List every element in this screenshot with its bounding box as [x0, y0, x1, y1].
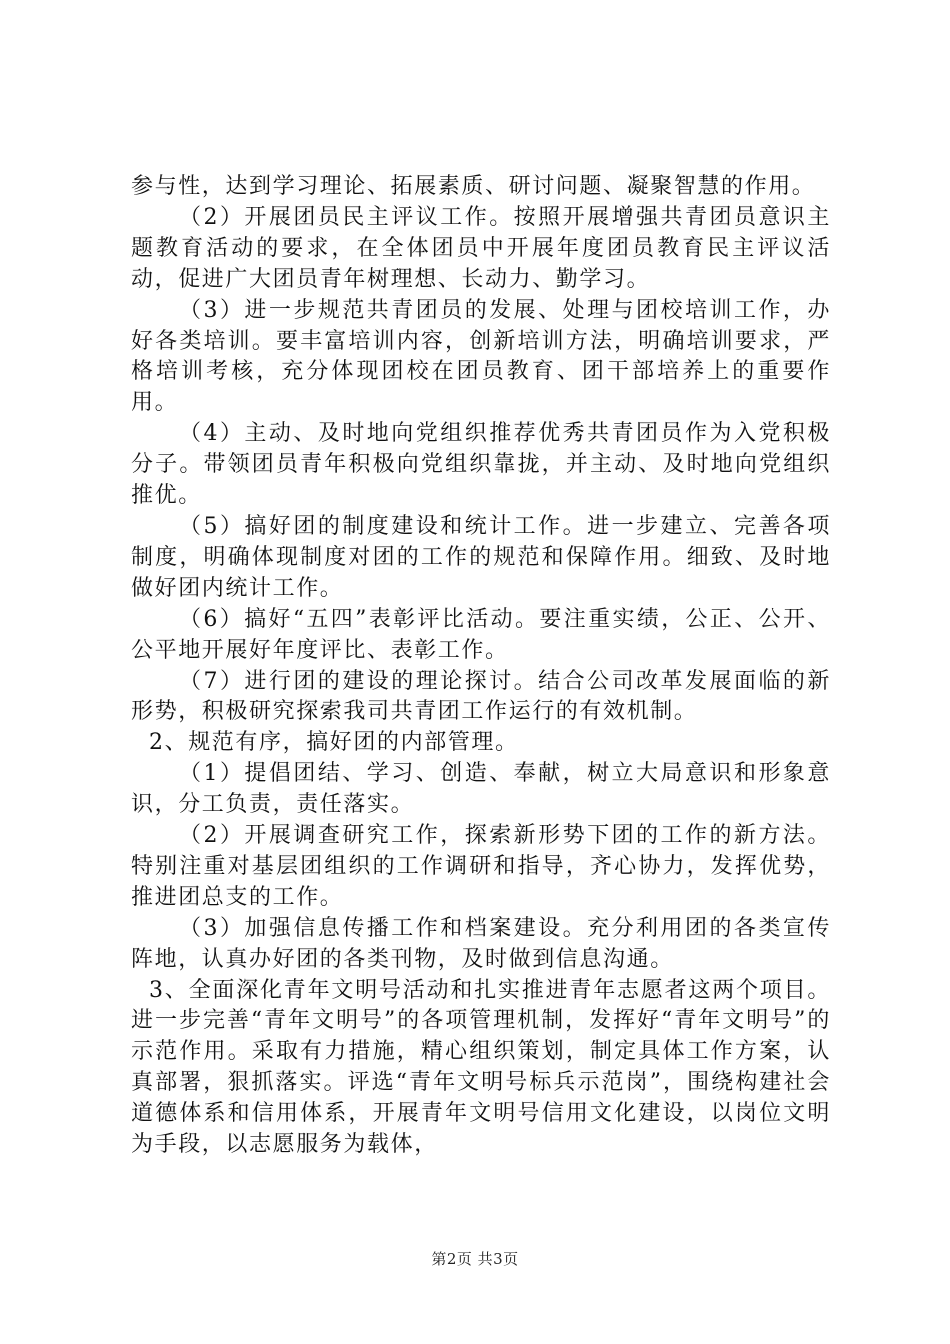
- page-footer: 第2页 共3页: [431, 1250, 519, 1268]
- paragraph-continuation: 参与性，达到学习理论、拓展素质、研讨问题、凝聚智慧的作用。: [131, 174, 816, 199]
- paragraph-item-3-training: （3）进一步规范共青团员的发展、处理与团校培训工作，办好各类培训。要丰富培训内容，创新培训方法，明确培训要求，严格培训考核，充分体现团校在团员教育、团干部培养上的重要作用。: [131, 297, 831, 416]
- paragraph-item-5-statistics: （5）搞好团的制度建设和统计工作。进一步建立、完善各项制度，明确体现制度对团的工作的规范和保障作用。细致、及时地做好团内统计工作。: [131, 513, 831, 601]
- paragraph-item-4-party-recommendation: （4）主动、及时地向党组织推荐优秀共青团员作为入党积极分子。带领团员青年积极向党组织靠拢，并主动、及时地向党组织推优。: [131, 421, 831, 509]
- paragraph-subitem-2-research: （2）开展调查研究工作，探索新形势下团的工作的新方法。特别注重对基层团组织的工作调研和指导，齐心协力，发挥优势，推进团总支的工作。: [131, 823, 831, 910]
- paragraph-item-7-theory: （7）进行团的建设的理论探讨。结合公司改革发展面临的新形势，积极研究探索我司共青团工作运行的有效机制。: [131, 668, 831, 725]
- section-heading-2-internal-management: 2、规范有序，搞好团的内部管理。: [149, 730, 519, 756]
- paragraph-item-6-may-fourth-awards: （6）搞好“五四”表彰评比活动。要注重实绩，公正、公开、公平地开展好年度评比、表彰工作。: [131, 606, 831, 663]
- paragraph-section-3-youth-civilization: 3、全面深化青年文明号活动和扎实推进青年志愿者这两个项目。进一步完善“青年文明号”的各项管理机制，发挥好“青年文明号”的示范作用。采取有力措施，精心组织策划，制定具体工作方案，认真部署，狠抓落实。评选“青年文明号标兵示范岗”，围绕构建社会道德体系和信用体系，开展青年文明号信用文化建设，以岗位文明为手段，以志愿服务为载体，: [131, 977, 831, 1158]
- paragraph-item-2-democratic-review: （2）开展团员民主评议工作。按照开展增强共青团员意识主题教育活动的要求，在全体团员中开展年度团员教育民主评议活动，促进广大团员青年树理想、长动力、勤学习。: [131, 204, 831, 292]
- paragraph-subitem-1-unity: （1）提倡团结、学习、创造、奉献，树立大局意识和形象意识，分工负责，责任落实。: [131, 761, 831, 818]
- document-body: [131, 172, 831, 1161]
- paragraph-subitem-3-information: （3）加强信息传播工作和档案建设。充分利用团的各类宣传阵地，认真办好团的各类刊物，及时做到信息沟通。: [131, 915, 831, 972]
